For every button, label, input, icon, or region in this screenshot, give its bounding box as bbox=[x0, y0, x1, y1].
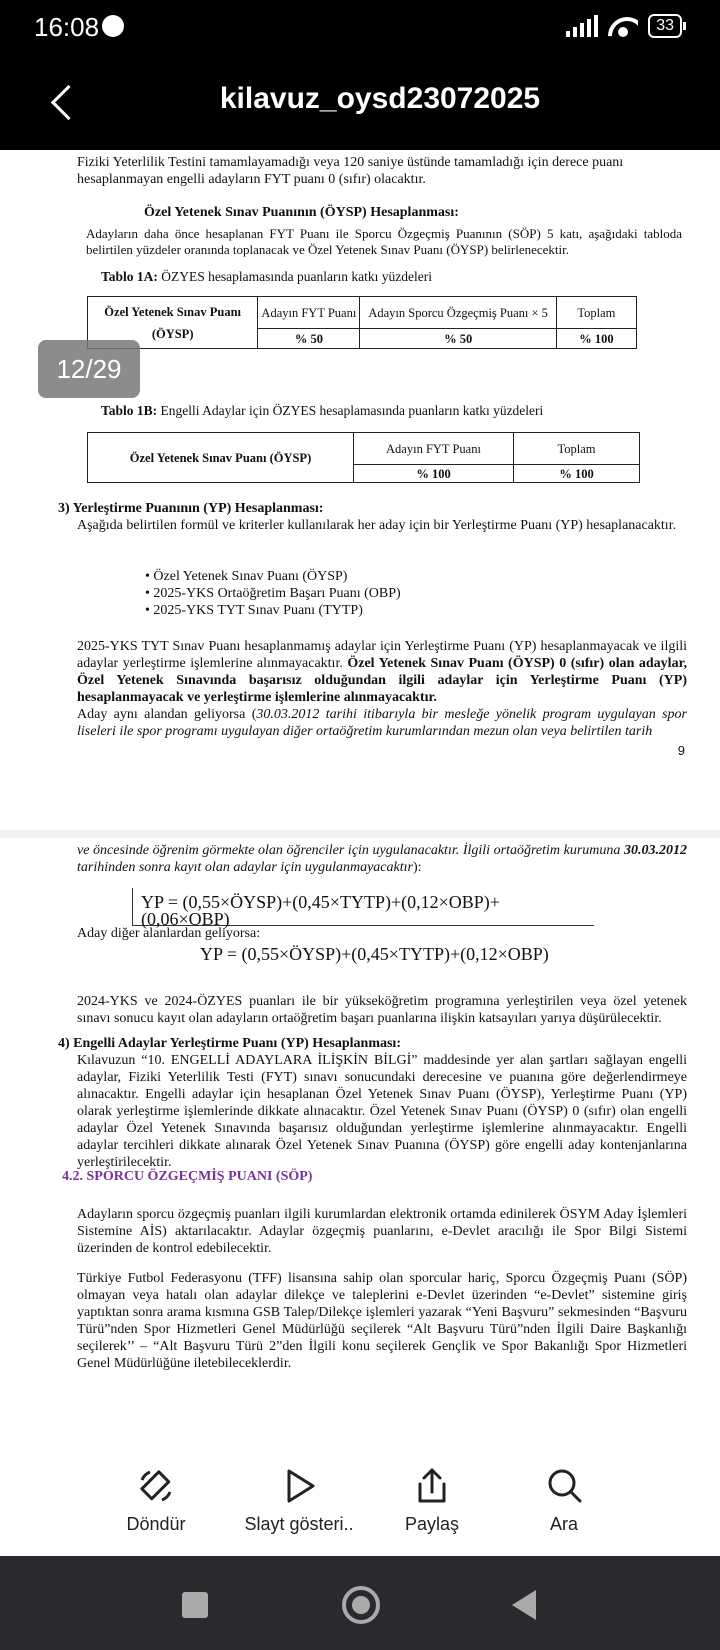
tyt-text-bold: Özel Yetenek Sınav Puanı (ÖYSP) 0 (sıfır) olan adaylar, Özel Yetenek Sınavında başarısız olduğundan ilgili adaylar için Yerleştirme Puanı (YP) hesaplanmayacak ve yerleştirme işlemlerine alınmayacaktır. bbox=[77, 656, 687, 705]
page-number: 9 bbox=[677, 743, 685, 758]
signal-icon bbox=[566, 15, 598, 37]
intro-line-1: Fiziki Yeterlilik Testini tamamlayamadığı veya 120 saniye üstünde tamamladığı için derece puanı bbox=[77, 155, 624, 170]
recents-icon[interactable] bbox=[182, 1592, 208, 1618]
table1a-col-fyt: Adayın FYT Puanı bbox=[258, 297, 360, 329]
same-field-text: Aday aynı alandan geliyorsa ( bbox=[77, 707, 257, 722]
table1a-val-total: % 100 bbox=[556, 329, 636, 349]
back-icon[interactable] bbox=[512, 1590, 536, 1620]
bottom-toolbar bbox=[0, 1448, 720, 1556]
battery-level: 33 bbox=[656, 17, 674, 34]
formula-same-field: YP = (0,55×ÖYSP)+(0,45×TYTP)+(0,12×OBP)+(0,06×OBP) bbox=[132, 888, 594, 926]
page-indicator: 12/29 bbox=[38, 340, 140, 398]
rotate-label: Döndür bbox=[126, 1514, 186, 1534]
list-item: • 2025-YKS Ortaöğretim Başarı Puanı (OBP) bbox=[145, 586, 401, 601]
rotate-icon bbox=[136, 1466, 176, 1506]
same-field-italic: 30.03.2012 tarihi itibarıyla bir mesleğe yönelik program uygulayan spor liseleri ile spor programı uygulayan diğer ortaöğretim kurumlarından mezun olan veya belirtilen tarih bbox=[77, 707, 687, 739]
table1a-row-header: Özel Yetenek Sınav Puanı (ÖYSP) bbox=[88, 297, 258, 349]
title-bar bbox=[0, 56, 720, 150]
table1a-col-sop: Adayın Sporcu Özgeçmiş Puanı × 5 bbox=[360, 297, 556, 329]
table1a-caption bbox=[101, 268, 432, 285]
status-time: 16:08 bbox=[34, 12, 100, 42]
search-label: Ara bbox=[549, 1514, 578, 1534]
table1a-caption-text: ÖZYES hesaplamasında puanların katkı yüzdeleri bbox=[161, 269, 432, 284]
table-1b bbox=[87, 432, 640, 483]
table1b-col-total: Toplam bbox=[514, 433, 640, 465]
search-button[interactable] bbox=[499, 1448, 629, 1535]
battery-icon bbox=[648, 14, 682, 38]
table1b-col-fyt: Adayın FYT Puanı bbox=[354, 433, 514, 465]
tyt-text: 2025-YKS TYT Sınav Puanı hesaplanmamış adaylar için Yerleştirme Puanı (YP) hesaplanmayacak ve ilgili adaylar yerleştirme işlemlerine alınmayacaktır. bbox=[77, 639, 687, 671]
list-item: • 2025-YKS TYT Sınav Puanı (TYTP) bbox=[145, 603, 363, 618]
cont-bold: 30.03.2012 bbox=[624, 843, 687, 858]
share-button[interactable] bbox=[367, 1448, 497, 1535]
sop-heading: 4.2. SPORCU ÖZGEÇMİŞ PUANI (SÖP) bbox=[62, 1169, 313, 1184]
table-1a bbox=[87, 296, 637, 349]
cont-italic-b: tarihinden sonra kayıt olan adaylar için uygulanmayacaktır bbox=[77, 860, 413, 875]
intro-line-2: hesaplanmayan engelli adayların FYT puanı 0 (sıfır) olacaktır. bbox=[77, 172, 426, 187]
table1a-col-total: Toplam bbox=[556, 297, 636, 329]
table1a-val-fyt: % 50 bbox=[258, 329, 360, 349]
wifi-icon bbox=[608, 15, 638, 37]
notification-icon bbox=[102, 15, 124, 37]
tyt-paragraph bbox=[77, 638, 687, 706]
slideshow-label: Slayt gösteri.. bbox=[244, 1514, 354, 1534]
share-icon bbox=[412, 1466, 452, 1506]
yp-heading: 3) Yerleştirme Puanının (YP) Hesaplanması: bbox=[58, 501, 324, 516]
list-item: • Özel Yetenek Sınav Puanı (ÖYSP) bbox=[145, 569, 348, 584]
home-icon[interactable] bbox=[342, 1586, 380, 1624]
criteria-list bbox=[145, 568, 401, 619]
table1a-val-sop: % 50 bbox=[360, 329, 556, 349]
share-label: Paylaş bbox=[404, 1514, 460, 1534]
navigation-bar bbox=[0, 1556, 720, 1650]
formula-other-field: YP = (0,55×ÖYSP)+(0,45×TYTP)+(0,12×OBP) bbox=[200, 944, 549, 964]
document-page bbox=[0, 150, 720, 830]
table1b-caption-text: Engelli Adaylar için ÖZYES hesaplamasında puanların katkı yüzdeleri bbox=[160, 403, 544, 418]
disabled-heading: 4) Engelli Adaylar Yerleştirme Puanı (YP) Hesaplanması: bbox=[58, 1036, 401, 1051]
cont-italic-a: ve öncesinde öğrenim görmekte olan öğrenciler için uygulanacaktır. İlgili ortaöğretim kurumuna bbox=[77, 843, 624, 858]
yp-text: Aşağıda belirtilen formül ve kriterler kullanılarak her aday için bir Yerleştirme Puanı (YP) hesaplanacaktır. bbox=[77, 518, 677, 533]
rotate-button[interactable] bbox=[91, 1448, 221, 1535]
document-viewer[interactable] bbox=[0, 150, 720, 1556]
sop-text: Adayların sporcu özgeçmiş puanları ilgili kurumlardan elektronik ortamda edinilerek ÖSYM Aday İşlemleri Sistemine AİS) aktarılacaktır. Adaylar özgeçmiş puanlarını, e-Devlet aracılığı ile Spor Bilgi Sistemi üzerinden de kontrol edebilecektir. bbox=[77, 1207, 687, 1256]
table1b-val-total: % 100 bbox=[514, 465, 640, 483]
document-title: kilavuz_oysd23072025 bbox=[219, 82, 541, 115]
halving-text: 2024-YKS ve 2024-ÖZYES puanları ile bir yükseköğretim programına yerleştirilen veya özel yetenek sınavı sonucu kayıt olan adayların ortaöğretim başarı puanlarına ilişkin katsayıları yarıya düşürülecektir. bbox=[77, 994, 687, 1026]
oysp-text: Adayların daha önce hesaplanan FYT Puanı ile Sporcu Özgeçmiş Puanının (SÖP) 5 katı, aşağıdaki tabloda belirtilen yüzdeler oranında toplanacak ve Özel Yetenek Sınav Puanı (ÖYSP) belirlenecektir. bbox=[86, 226, 682, 257]
same-field-paragraph bbox=[77, 706, 687, 740]
table1b-row-header: Özel Yetenek Sınav Puanı (ÖYSP) bbox=[88, 433, 354, 483]
continuation-paragraph bbox=[77, 842, 687, 876]
table1b-caption-label: Tablo 1B: bbox=[101, 403, 158, 418]
tff-text: Türkiye Futbol Federasyonu (TFF) lisansına sahip olan sporcular hariç, Sporcu Özgeçmiş Puanı (SÖP) olmayan veya hatalı olan adaylar dilekçe ve taleplerini e-Devlet üzerinden “e-Devlet” sistemine giriş yaptıktan sonra arama kısmına GSB Talep/Dilekçe işlemleri yazarak “Yeni Başvuru” sekmesinden “Başvuru Türü”nden Spor Hizmetleri Genel Müdürlüğü seçilerek “Alt Başvuru Türü”nden İlgili Daire Başkanlığı seçilerek’’ – “Alt Başvuru Türü 2”den İlgili konu seçilerek Gençlik ve Spor Bakanlığı Spor Hizmetleri Genel Müdürlüğüne iletebileceklerdir. bbox=[77, 1271, 687, 1371]
table1a-caption-label: Tablo 1A: bbox=[101, 269, 158, 284]
slideshow-button[interactable] bbox=[234, 1448, 364, 1535]
table1b-caption bbox=[101, 402, 543, 419]
other-field-text: Aday diğer alanlardan geliyorsa: bbox=[77, 926, 261, 941]
oysp-heading: Özel Yetenek Sınav Puanının (ÖYSP) Hesaplanması: bbox=[144, 205, 459, 220]
table1b-val-fyt: % 100 bbox=[354, 465, 514, 483]
disabled-text: Kılavuzun “10. ENGELLİ ADAYLARA İLİŞKİN BİLGİ” maddesinde yer alan şartları sağlayan engelli adaylar, Fiziki Yeterlilik Testi (FYT) sınavı sonucundaki derecesine ve puanına göre değerlendirmeye alınacaktır. Engelli adaylar için hesaplanan Özel Yetenek Sınav Puanı (ÖYSP), Yerleştirme Puanı (YP) olarak yerleştirme işlemlerinde dikkate alınacaktır. Özel Yetenek Sınav Puanı (ÖYSP) 0 (sıfır) olan engelli adaylar Özel Yetenek Sınavında başarısız olduğundan yerleştirme işlemlerine alınmayacaktır. Engelli adaylar tercihleri dikkate alınarak Özel Yetenek Sınav Puanına (ÖYSP) göre engelli aday kontenjanlarına yerleştirilecektir. bbox=[77, 1053, 687, 1170]
play-icon bbox=[279, 1466, 319, 1506]
cont-end: ): bbox=[412, 860, 422, 875]
search-icon bbox=[544, 1466, 584, 1506]
status-bar bbox=[0, 0, 720, 56]
